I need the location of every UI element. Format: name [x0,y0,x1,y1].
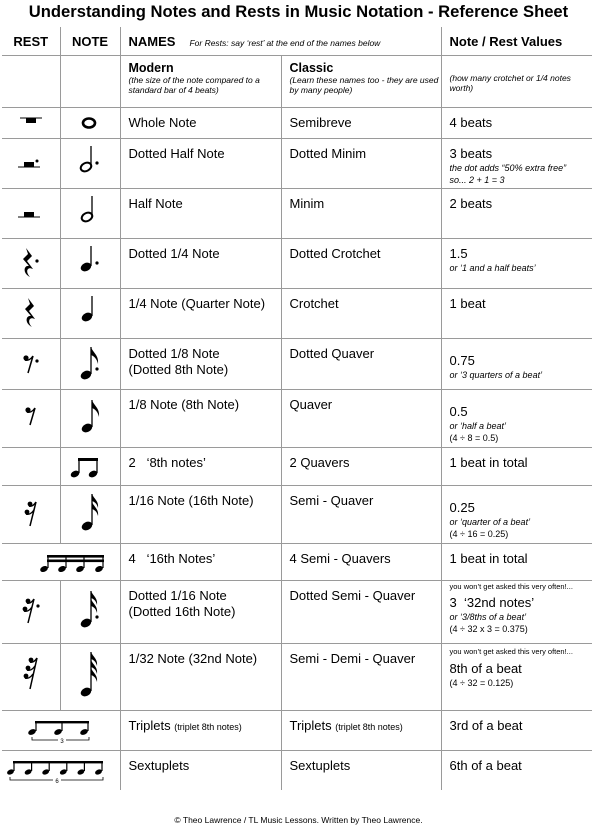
value-calculation: (4 ÷ 32 x 3 = 0.375) [449,623,528,634]
classic-name-cell [281,710,441,750]
modern-name-note: (triplet 8th notes) [174,721,242,732]
table-row [2,288,592,338]
crotchet-note-icon [60,288,120,338]
modern-name: Dotted 1/4 Note [120,238,281,288]
modern-name: 2 ‘8th notes’ [120,447,281,485]
modern-description: (the size of the note compared to a standard bar of 4 beats) [128,74,260,95]
subheader-row [2,55,592,107]
whole-note-icon [60,107,120,138]
table-row [2,710,592,750]
modern-name: 1/8 Note (8th Note) [120,389,281,447]
classic-name: Dotted Crotchet [281,238,441,288]
names-header-label: NAMES [128,34,176,49]
quaver-note-icon [60,389,120,447]
classic-description: (Learn these names too - they are used by many people) [289,74,439,95]
value: 3 beats [449,145,493,161]
classic-name: Crotchet [281,288,441,338]
value: 6th of a beat [441,750,592,790]
classic-name: Semi - Quaver [281,485,441,543]
dotted-half-note-icon [60,138,120,188]
table-row [2,238,592,288]
dotted-crotchet-rest-icon [2,238,60,288]
tuplet-number: 6 [55,778,59,785]
value-calculation: (4 ÷ 32 = 0.125) [449,677,514,688]
demisemiquaver-rest-icon [2,643,60,710]
value-note: so... 2 + 1 = 3 [449,174,505,185]
modern-name: Sextuplets [120,750,281,790]
modern-name: 1/16 Note (16th Note) [120,485,281,543]
table-row [2,107,592,138]
half-note-icon [60,188,120,238]
quaver-rest-icon [2,389,60,447]
modern-name-alt: (Dotted 8th Note) [128,361,229,377]
value-note: or ‘half a beat’ [449,420,507,431]
reference-table [2,27,592,790]
value-cell [441,485,592,543]
value-cell [441,338,592,389]
modern-name-cell [120,338,281,389]
table-row [2,750,592,790]
aside-note: you won’t get asked this very often!... [449,581,573,591]
whole-rest-icon [2,107,60,138]
values-description: (how many crotchet or 1/4 notes worth) [449,72,571,93]
half-rest-icon [2,188,60,238]
value: 1 beat in total [441,447,592,485]
value: 1.5 [449,245,468,261]
modern-label: Modern [128,60,174,75]
classic-name: Semi - Demi - Quaver [281,643,441,710]
value-note: the dot adds “50% extra free” [449,162,567,173]
value: 0.25 [449,499,475,515]
empty-cell [2,55,60,107]
header-row [2,27,592,55]
table-row [2,543,592,580]
classic-name: Semibreve [281,107,441,138]
modern-name: Dotted Half Note [120,138,281,188]
value-cell [441,643,592,710]
rest-column-header: REST [2,27,60,55]
semiquaver-note-icon [60,485,120,543]
value: 0.75 [449,352,475,368]
tuplet-number: 3 [60,738,64,745]
values-subheader [441,55,592,107]
modern-name: 1/4 Note (Quarter Note) [120,288,281,338]
dotted-semiquaver-note-icon [60,580,120,643]
classic-subheader [281,55,441,107]
note-column-header: NOTE [60,27,120,55]
dotted-half-rest-icon [2,138,60,188]
values-column-header: Note / Rest Values [441,27,592,55]
table-row [2,447,592,485]
value-note: or ‘3 quarters of a beat’ [449,369,543,380]
modern-name: Whole Note [120,107,281,138]
modern-name-cell [120,710,281,750]
modern-name: Triplets [128,717,171,733]
classic-name: 4 Semi - Quavers [281,543,441,580]
dotted-quaver-note-icon [60,338,120,389]
value-cell [441,580,592,643]
table-row [2,643,592,710]
page-title: Understanding Notes and Rests in Music Notation - Reference Sheet [28,2,569,21]
table-row [2,138,592,188]
value: 4 beats [441,107,592,138]
sextuplets-icon [2,750,120,790]
value-note: or ‘1 and a half beats’ [449,262,536,273]
value-cell [441,138,592,188]
two-quavers-icon [60,447,120,485]
value-cell [441,389,592,447]
classic-name: Triplets [289,717,332,733]
modern-subheader [120,55,281,107]
classic-name: Dotted Quaver [281,338,441,389]
demisemiquaver-note-icon [60,643,120,710]
classic-name: Sextuplets [281,750,441,790]
table-row [2,188,592,238]
value: 3 ‘32nd notes’ [449,594,535,610]
four-semiquavers-icon [2,543,120,580]
crotchet-rest-icon [2,288,60,338]
names-column-header [120,27,441,55]
classic-name-note: (triplet 8th notes) [335,721,403,732]
empty-cell [60,55,120,107]
classic-name: Dotted Semi - Quaver [281,580,441,643]
modern-name: Dotted 1/8 Note [128,345,220,361]
classic-name: 2 Quavers [281,447,441,485]
classic-label: Classic [289,60,334,75]
semiquaver-rest-icon [2,485,60,543]
aside-note: you won’t get asked this very often!... [449,646,573,656]
dotted-quaver-rest-icon [2,338,60,389]
value-calculation: (4 ÷ 16 = 0.25) [449,528,509,539]
classic-name: Quaver [281,389,441,447]
value-calculation: (4 ÷ 8 = 0.5) [449,432,499,443]
table-row [2,338,592,389]
dotted-crotchet-note-icon [60,238,120,288]
value: 3rd of a beat [441,710,592,750]
modern-name: 4 ‘16th Notes’ [120,543,281,580]
modern-name: Half Note [120,188,281,238]
table-row [2,580,592,643]
value-note: or ‘quarter of a beat’ [449,516,531,527]
value: 1 beat in total [441,543,592,580]
value-cell [441,238,592,288]
names-hint: For Rests: say ‘rest’ at the end of the names below [189,38,381,48]
value: 2 beats [441,188,592,238]
table-row [2,485,592,543]
value: 8th of a beat [449,660,522,676]
dotted-semiquaver-rest-icon [2,580,60,643]
footer-credit: © Theo Lawrence / TL Music Lessons. Written by Theo Lawrence. [174,815,423,825]
modern-name: Dotted 1/16 Note [128,587,227,603]
modern-name-cell [120,580,281,643]
table-row [2,389,592,447]
empty-cell [2,447,60,485]
value: 1 beat [441,288,592,338]
triplets-icon [2,710,120,750]
value-note: or ‘3/8ths of a beat’ [449,611,527,622]
classic-name: Dotted Minim [281,138,441,188]
value: 0.5 [449,403,468,419]
classic-name: Minim [281,188,441,238]
modern-name: 1/32 Note (32nd Note) [120,643,281,710]
modern-name-alt: (Dotted 16th Note) [128,603,236,619]
